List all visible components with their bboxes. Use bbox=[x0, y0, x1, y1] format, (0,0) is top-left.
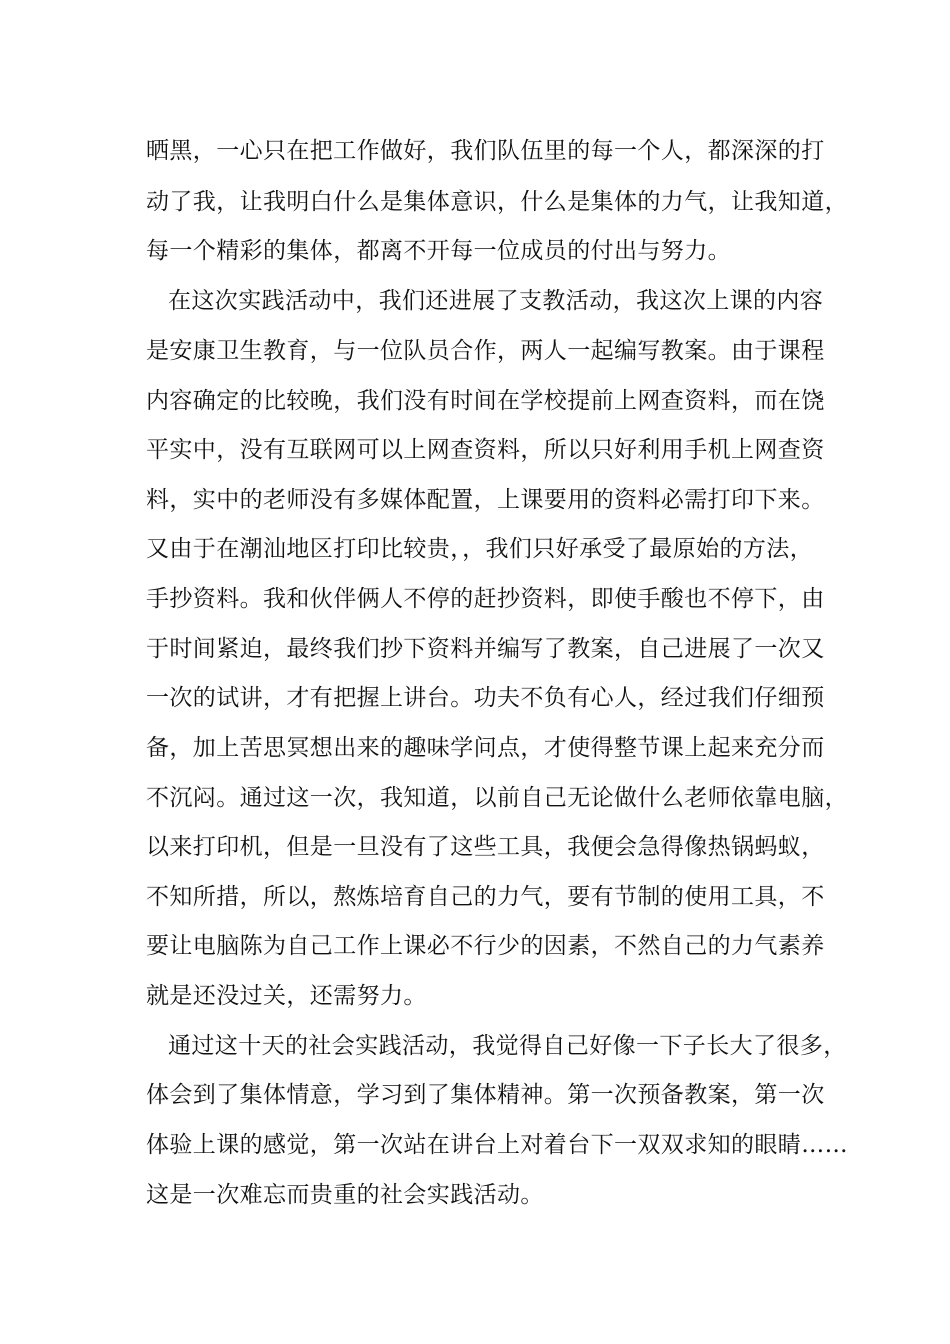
text-line: 在这次实践活动中，我们还进展了支教活动，我这次上课的内容 bbox=[168, 288, 824, 314]
text-line: 晒黑，一心只在把工作做好，我们队伍里的每一个人，都深深的打 bbox=[146, 138, 825, 164]
text-line: 不沉闷。通过这一次，我知道，以前自己无论做什么老师依靠电脑， bbox=[146, 785, 848, 811]
text-line: 就是还没过关，还需努力。 bbox=[146, 983, 427, 1009]
text-line: 以来打印机，但是一旦没有了这些工具，我便会急得像热锅蚂蚁， bbox=[146, 834, 825, 860]
text-line: 于时间紧迫，最终我们抄下资料并编写了教案，自己进展了一次又 bbox=[146, 636, 825, 662]
text-line: 又由于在潮汕地区打印比较贵，，我们只好承受了最原始的方法， bbox=[146, 536, 814, 562]
text-line: 平实中，没有互联网可以上网查资料，所以只好利用手机上网查资 bbox=[146, 437, 825, 463]
text-line: 是安康卫生教育，与一位队员合作，两人一起编写教案。由于课程 bbox=[146, 338, 825, 364]
text-line: 手抄资料。我和伙伴俩人不停的赶抄资料，即使手酸也不停下，由 bbox=[146, 586, 825, 612]
text-line: 这是一次难忘而贵重的社会实践活动。 bbox=[146, 1182, 544, 1208]
text-line: 体会到了集体情意，学习到了集体精神。第一次预备教案，第一次 bbox=[146, 1082, 825, 1108]
text-line: 体验上课的感觉，第一次站在讲台上对着台下一双双求知的眼睛…… bbox=[146, 1132, 848, 1158]
text-line: 通过这十天的社会实践活动，我觉得自己好像一下子长大了很多， bbox=[168, 1033, 847, 1059]
text-line: 不知所措，所以，熬炼培育自己的力气，要有节制的使用工具，不 bbox=[146, 884, 825, 910]
text-line: 料，实中的老师没有多媒体配置，上课要用的资料必需打印下来。 bbox=[146, 487, 825, 513]
text-line: 每一个精彩的集体，都离不开每一位成员的付出与努力。 bbox=[146, 238, 731, 264]
text-line: 备，加上苦思冥想出来的趣味学问点，才使得整节课上起来充分而 bbox=[146, 735, 825, 761]
text-line: 内容确定的比较晚，我们没有时间在学校提前上网查资料，而在饶 bbox=[146, 388, 825, 414]
text-line: 动了我，让我明白什么是集体意识，什么是集体的力气，让我知道， bbox=[146, 189, 848, 215]
text-line: 一次的试讲，才有把握上讲台。功夫不负有心人，经过我们仔细预 bbox=[146, 685, 825, 711]
text-line: 要让电脑陈为自己工作上课必不行少的因素，不然自己的力气素养 bbox=[146, 933, 825, 959]
